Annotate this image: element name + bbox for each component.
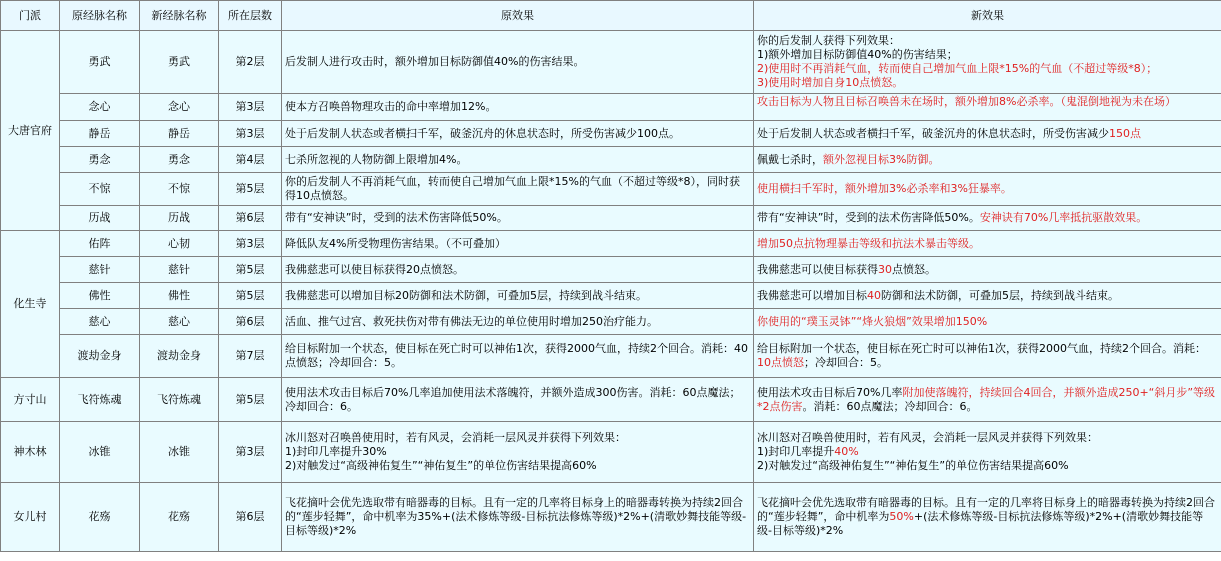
table-row [1,231,1221,257]
layer-cell: 第3层 [219,94,282,121]
layer-cell: 第3层 [219,422,282,483]
effect-line: 2)对触发过“高级神佑复生”“神佑复生”的单位伤害结果提高60% [757,459,1069,472]
new-effect-cell [754,206,1221,231]
old-name-cell: 花殇 [60,483,140,552]
old-name-cell: 勇念 [60,147,140,173]
effect-text: 处于后发制人状态或者横扫千军，破釜沉舟的休息状态时，所受伤害减少 [757,126,1109,140]
table-row [1,309,1221,335]
header-new-name: 新经脉名称 [140,1,219,31]
effect-line [757,445,1218,459]
new-name-cell: 不惊 [140,173,219,206]
original-effect-cell: 给目标附加一个状态，使目标在死亡时可以神佑1次，获得2000气血，持续2个回合。消耗：40点愤怒；冷却回合：5。 [282,335,754,378]
header-sect: 门派 [1,1,60,31]
original-effect-cell: 处于后发制人状态或者横扫千军，破釜沉舟的休息状态时，所受伤害减少100点。 [282,121,754,147]
layer-cell: 第3层 [219,231,282,257]
table-row [1,335,1221,378]
effect-text: 给目标附加一个状态，使目标在死亡时可以神佑1次，获得2000气血，持续2个回合。消耗： [757,342,1206,355]
layer-cell: 第6层 [219,483,282,552]
old-name-cell: 渡劫金身 [60,335,140,378]
new-name-cell: 慈针 [140,257,219,283]
table-row [1,283,1221,309]
new-name-cell: 心韧 [140,231,219,257]
layer-cell: 第6层 [219,309,282,335]
new-effect-cell [754,335,1221,378]
new-name-cell: 佛性 [140,283,219,309]
effect-line: 你的后发制人获得下列效果： [757,34,900,47]
effect-line: 冰川怒对召唤兽使用时，若有风灵，会消耗一层风灵并获得下列效果： [757,431,1098,444]
table-row [1,147,1221,173]
layer-cell: 第7层 [219,335,282,378]
effect-text: 。消耗：60点魔法；冷却回合：6。 [802,399,978,413]
table-row [1,483,1221,552]
effect-text: 佩戴七杀时， [757,152,823,166]
old-name-cell: 冰锥 [60,422,140,483]
new-effect-cell [754,483,1221,552]
old-name-cell: 勇武 [60,31,140,94]
effect-value-changed: 40% [834,445,859,458]
layer-cell: 第2层 [219,31,282,94]
header-new-effect: 新效果 [754,1,1221,31]
table-row [1,378,1221,422]
header-original-effect: 原效果 [282,1,754,31]
sect-cell: 化生寺 [1,231,60,378]
layer-cell: 第5层 [219,283,282,309]
new-name-cell: 勇念 [140,147,219,173]
original-effect-cell: 带有“安神诀”时，受到的法术伤害降低50%。 [282,206,754,231]
old-name-cell: 佑阵 [60,231,140,257]
old-name-cell: 念心 [60,94,140,121]
header-row [1,1,1221,31]
effect-text-changed: 安神诀有70%几率抵抗驱散效果。 [979,211,1148,224]
new-effect-cell: 你使用的“璞玉灵钵”“烽火狼烟”效果增加150% [754,309,1221,335]
original-effect-cell: 活血、推气过宫、救死扶伤对带有佛法无边的单位使用时增加250治疗能力。 [282,309,754,335]
new-effect-cell [754,257,1221,283]
new-effect-cell [754,283,1221,309]
new-name-cell: 历战 [140,206,219,231]
effect-value-changed: 30 [878,262,892,276]
original-effect-cell [282,422,754,483]
original-effect-cell: 降低队友4%所受物理伤害结果。（不可叠加） [282,231,754,257]
effect-line: 1)封印几率提升30% [285,445,387,458]
original-effect-cell: 我佛慈悲可以使目标获得20点愤怒。 [282,257,754,283]
sect-cell: 神木林 [1,422,60,483]
old-name-cell: 历战 [60,206,140,231]
new-name-cell: 静岳 [140,121,219,147]
effect-value-changed: 50% [889,510,914,523]
layer-cell: 第5层 [219,378,282,422]
new-effect-cell [754,378,1221,422]
effect-text: +(法术修炼等级-目标抗法修炼等级)*2%+(清歌妙舞技能等级-目标等级)*2% [757,510,1204,537]
effect-text: 1)封印几率提升 [757,445,835,458]
header-layer: 所在层数 [219,1,282,31]
effect-line: 冰川怒对召唤兽使用时，若有风灵，会消耗一层风灵并获得下列效果： [285,431,626,444]
effect-text: 使用法术攻击目标后70%几率 [757,385,903,399]
table-row [1,257,1221,283]
effect-value-changed: 10点愤怒 [757,356,804,369]
layer-cell: 第5层 [219,173,282,206]
original-effect-cell: 使用法术攻击目标后70%几率追加使用法术落魄符，并额外造成300伤害。消耗：60点魔法；冷却回合：6。 [282,378,754,422]
effect-line: 1)额外增加目标防御值40%的伤害结果； [757,48,958,61]
new-effect-cell [754,31,1221,94]
effect-text-changed: 额外忽视目标3%防御。 [823,152,940,166]
new-effect-cell [754,121,1221,147]
effect-line: 2)对触发过“高级神佑复生”“神佑复生”的单位伤害结果提高60% [285,459,597,472]
new-name-cell: 勇武 [140,31,219,94]
new-name-cell: 花殇 [140,483,219,552]
new-name-cell: 慈心 [140,309,219,335]
old-name-cell: 慈心 [60,309,140,335]
layer-cell: 第5层 [219,257,282,283]
original-effect-cell: 我佛慈悲可以增加目标20防御和法术防御，可叠加5层，持续到战斗结束。 [282,283,754,309]
new-effect-cell [754,94,1221,121]
effect-text: 防御和法术防御，可叠加5层，持续到战斗结束。 [881,288,1119,302]
old-name-cell: 不惊 [60,173,140,206]
effect-line-changed: 3)使用时增加自身10点愤怒。 [757,76,904,89]
original-effect-cell: 你的后发制人不再消耗气血，转而使自己增加气血上限*15%的气血（不超过等级*8），同时获得10点愤怒。 [282,173,754,206]
new-name-cell: 渡劫金身 [140,335,219,378]
new-effect-cell [754,422,1221,483]
new-effect-cell: 使用横扫千军时，额外增加3%必杀率和3%狂暴率。 [754,173,1221,206]
original-effect-cell: 使本方召唤兽物理攻击的命中率增加12%。 [282,94,754,121]
table-row [1,206,1221,231]
layer-cell: 第3层 [219,121,282,147]
original-effect-cell: 七杀所忽视的人物防御上限增加4%。 [282,147,754,173]
original-effect-cell: 后发制人进行攻击时，额外增加目标防御值40%的伤害结果。 [282,31,754,94]
new-name-cell: 冰锥 [140,422,219,483]
sect-cell: 方寸山 [1,378,60,422]
table-row [1,94,1221,121]
new-effect-cell: 增加50点抗物理暴击等级和抗法术暴击等级。 [754,231,1221,257]
effect-text: 我佛慈悲可以使目标获得 [757,262,878,276]
new-name-cell: 飞符炼魂 [140,378,219,422]
effect-line-changed: 2)使用时不再消耗气血，转而使自己增加气血上限*15%的气血（不超过等级*8）； [757,62,1158,75]
effect-text: 点愤怒。 [892,262,936,276]
effect-text: 飞花摘叶会优先选取带有暗器毒的目标。且有一定的几率将目标身上的暗器毒转换为持续2回合的“莲步轻舞”，命中机率为 [757,496,1215,523]
header-old-name: 原经脉名称 [60,1,140,31]
table-row [1,173,1221,206]
effect-value-changed: 40 [867,288,881,302]
effect-text: 带有“安神诀”时，受到的法术伤害降低50%。 [757,211,980,224]
sect-cell: 女儿村 [1,483,60,552]
table-row [1,121,1221,147]
table-row [1,422,1221,483]
effect-text-changed: 攻击目标为人物且目标召唤兽未在场时，额外增加8%必杀率。（鬼混倒地视为未在场） [757,95,1176,108]
effect-text: 我佛慈悲可以增加目标 [757,288,867,302]
old-name-cell: 佛性 [60,283,140,309]
new-effect-cell [754,147,1221,173]
old-name-cell: 静岳 [60,121,140,147]
new-name-cell: 念心 [140,94,219,121]
old-name-cell: 慈针 [60,257,140,283]
sect-cell: 大唐官府 [1,31,60,231]
effect-text-changed: 附加使落魄符，持续回合4回合，并额外造成250+“斜月步”等级*2点伤害 [757,385,1216,413]
layer-cell: 第6层 [219,206,282,231]
effect-text: ；冷却回合：5。 [804,356,888,369]
old-name-cell: 飞符炼魂 [60,378,140,422]
layer-cell: 第4层 [219,147,282,173]
effect-text-changed: 150点 [1109,126,1141,140]
table-row [1,31,1221,94]
original-effect-cell: 飞花摘叶会优先选取带有暗器毒的目标。且有一定的几率将目标身上的暗器毒转换为持续2回合的“莲步轻舞”，命中机率为35%+(法术修炼等级-目标抗法修炼等级)*2%+(清歌妙舞技能等级-目标等级)*2% [282,483,754,552]
